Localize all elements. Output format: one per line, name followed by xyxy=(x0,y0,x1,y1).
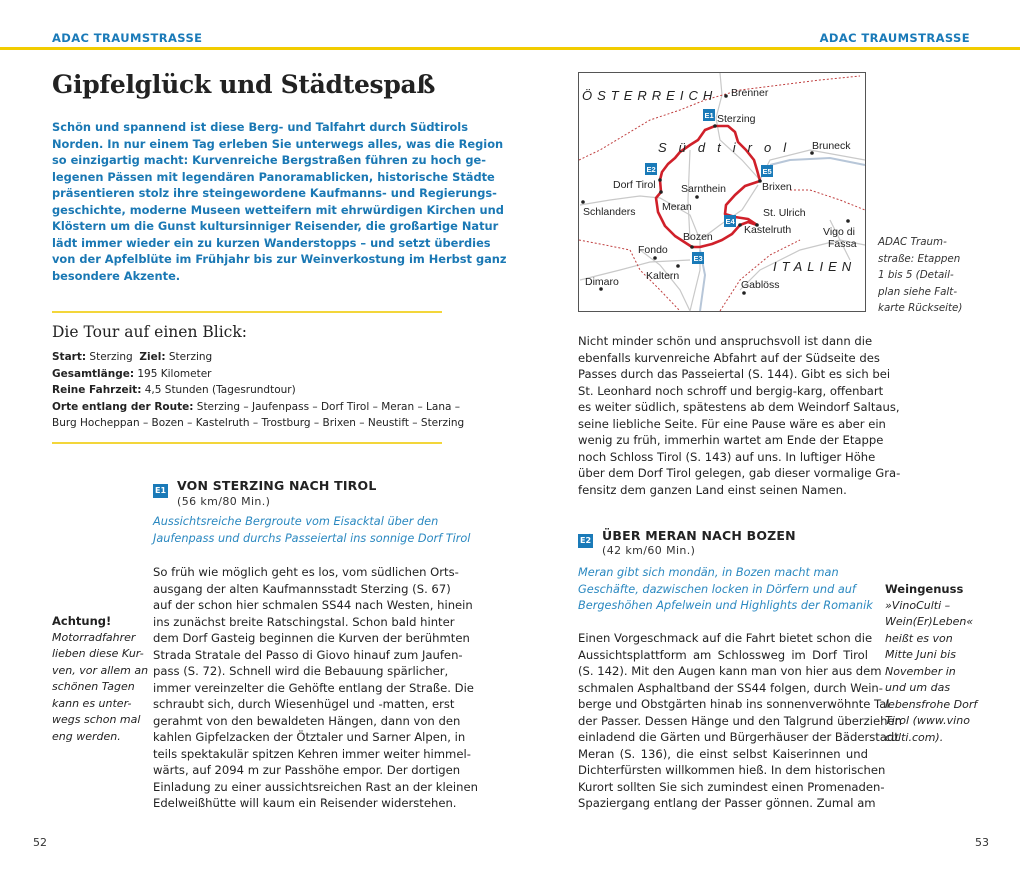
text-line: Motorradfahrer xyxy=(52,630,136,644)
text-line: So früh wie möglich geht es los, vom südlichen Orts- xyxy=(153,565,459,579)
header-rule xyxy=(0,47,1020,50)
places-value: Sterzing – Jaufenpass – Dorf Tirol – Meran – Lana – xyxy=(193,400,461,413)
body-text-e1-cont xyxy=(578,333,901,498)
text-line: teils spektakulär spitzen Kehren immer weiter himmel- xyxy=(153,746,471,761)
text-line: seine liebliche Seite. Für eine Pause wäre es aber ein xyxy=(578,416,886,431)
text-line: noch Schloss Tirol (S. 143) auf uns. In luftiger Höhe xyxy=(578,449,876,464)
text-line: ausgang der alten Kaufmannsstadt Sterzing (S. 67) xyxy=(153,581,451,596)
section-heading-e1: VON STERZING NACH TIROL xyxy=(177,478,377,493)
length-value: 195 Kilometer xyxy=(134,367,212,380)
text-line: besondere Akzente. xyxy=(52,268,181,283)
text-line: lieben diese Kur- xyxy=(52,647,144,660)
label-suedtirol: Südtirol xyxy=(658,140,799,155)
text-line: immer vereinzelter die Gehöfte entlang der Straße. Die xyxy=(153,680,474,695)
length-label: Gesamtlänge: xyxy=(52,367,135,380)
text-line: pass (S. 72). Schnell wird die Bebauung spärlicher, xyxy=(153,664,449,678)
text-line: Aussichtsplattform am Schlossweg im Dorf Tirol xyxy=(578,647,868,662)
label-gabloess: Gablöss xyxy=(741,279,780,291)
places-label: Orte entlang der Route: xyxy=(52,400,194,413)
label-oesterreich: ÖSTERREICH xyxy=(582,88,718,103)
svg-text:E3: E3 xyxy=(693,254,703,263)
text-line: es weiter südlich, spätestens ab dem Weindorf Saltaus, xyxy=(578,400,900,414)
time-value: 4,5 Stunden (Tagesrundtour) xyxy=(141,384,296,396)
label-sarnthein: Sarnthein xyxy=(681,183,726,195)
label-dorf-tirol: Dorf Tirol xyxy=(613,179,656,191)
tour-summary xyxy=(52,349,465,432)
text-line: Einladung zu einer aussichtsreichen Rast an der kleinen xyxy=(153,779,478,794)
ziel-label: Ziel: xyxy=(139,351,166,363)
route-map xyxy=(578,72,866,312)
margin-note-left xyxy=(52,613,152,745)
label-bozen: Bozen xyxy=(683,231,713,243)
text-line: wenig zu früh, immerhin wartet am Ende der Etappe xyxy=(578,433,884,447)
note-title: Achtung! xyxy=(52,614,112,628)
text-line: präsentieren stolz ihre steingewordene Kaufmanns- und Regierungs- xyxy=(52,186,497,200)
intro-paragraph xyxy=(52,119,507,284)
places-value-cont: Burg Hocheppan – Bozen – Kastelruth – Trostburg – Brixen – Neustift – Sterzing xyxy=(52,417,465,429)
running-head-left: ADAC TRAUMSTRASSE xyxy=(52,31,203,45)
text-line: einladend die Gärten und Bürgerhäuser der Bäderstadt xyxy=(578,730,899,744)
start-value: Sterzing xyxy=(86,351,140,363)
map-graphic xyxy=(579,73,865,311)
text-line: Meran gibt sich mondän, in Bozen macht man xyxy=(578,566,839,579)
text-line: karte Rückseite) xyxy=(878,302,963,314)
text-line: ven, vor allem an xyxy=(52,663,149,677)
tour-heading: Die Tour auf einen Blick: xyxy=(52,323,247,341)
text-line: Mitte Juni bis xyxy=(885,648,956,661)
page-number-left: 52 xyxy=(33,836,47,849)
label-brixen: Brixen xyxy=(762,181,792,193)
label-fondo: Fondo xyxy=(638,244,668,256)
page-title: Gipfelglück und Städtespaß xyxy=(52,70,436,99)
section-teaser-e1 xyxy=(153,514,471,547)
text-line: dem Dorf Gasteig beginnen die Kurven der berühmten xyxy=(153,631,470,645)
label-meran: Meran xyxy=(662,201,692,213)
text-line: ADAC Traum- xyxy=(878,236,947,248)
text-line: Aussichtsreiche Bergroute vom Eisacktal über den xyxy=(153,515,439,528)
text-line: kahlen Gipfelzacken der Ötztaler und Sarner Alpen, in xyxy=(153,730,466,744)
running-head-right: ADAC TRAUMSTRASSE xyxy=(819,31,970,45)
text-line: Meran (S. 136), die einst selbst Kaiserinnen und xyxy=(578,746,868,761)
text-line: St. Leonhard noch schroff und bergig-karg, offenbart xyxy=(578,383,884,398)
text-line: November in xyxy=(885,664,956,678)
text-line: Schön und spannend ist diese Berg- und Talfahrt durch Südtirols xyxy=(52,120,468,134)
label-brenner: Brenner xyxy=(731,87,769,99)
text-line: Spaziergang entlang der Passer gönnen. Zumal am xyxy=(578,796,876,810)
map-caption xyxy=(878,234,962,317)
text-line: über dem Dorf Tirol gelegen, gab dieser vormalige Gra- xyxy=(578,466,901,480)
time-label: Reine Fahrzeit: xyxy=(52,384,142,396)
label-dimaro: Dimaro xyxy=(585,276,619,288)
text-line: und um das xyxy=(885,681,951,694)
section-distance-e1: (56 km/80 Min.) xyxy=(177,495,271,508)
text-line: lädt immer wieder ein zu kurzen Wanderstopps – und setzt überdies xyxy=(52,235,491,250)
text-line: geschichte, moderne Museen wetteifern mit ehrwürdigen Kirchen und xyxy=(52,202,504,217)
margin-note-right xyxy=(885,581,985,746)
stage-badge-e1: E1 xyxy=(153,478,168,498)
text-line: Tirol (www.vino xyxy=(885,714,970,727)
note-text xyxy=(52,630,152,746)
text-line: heißt es von xyxy=(885,631,953,645)
note-text xyxy=(885,598,985,747)
text-line: Einen Vorgeschmack auf die Fahrt bietet schon die xyxy=(578,631,873,645)
svg-text:E5: E5 xyxy=(762,167,772,176)
text-line: berge und Obstgärten hinab ins sonnenverwöhnte Tal xyxy=(578,697,890,711)
label-fassa: Fassa xyxy=(828,238,857,250)
text-line: Nicht minder schön und anspruchsvoll ist dann die xyxy=(578,334,873,348)
text-line: Wein(Er)Leben« xyxy=(885,615,974,628)
text-line: lebensfrohe Dorf xyxy=(885,697,978,711)
stage-badge-e2: E2 xyxy=(578,528,593,548)
section-heading-e2: ÜBER MERAN NACH BOZEN xyxy=(602,528,796,543)
text-line: plan siehe Falt- xyxy=(878,285,958,298)
text-line: (S. 142). Mit den Augen kann man von hier aus dem xyxy=(578,664,882,678)
label-schlanders: Schlanders xyxy=(583,206,636,218)
text-line: Klöstern um die Gunst kultursinniger Reisender, die großartige Natur xyxy=(52,219,499,233)
text-line: 1 bis 5 (Detail- xyxy=(878,269,954,281)
text-line: wärts, auf 2094 m zur Passhöhe empor. Der dortigen xyxy=(153,763,461,777)
page-number-right: 53 xyxy=(975,836,989,849)
label-italien: ITALIEN xyxy=(773,259,857,274)
text-line: Geschäfte, dazwischen locken in Dörfern und auf xyxy=(578,582,856,596)
divider xyxy=(52,311,442,313)
label-bruneck: Bruneck xyxy=(812,140,851,152)
text-line: Strada Stratale del Passo di Giovo hinauf zum Jaufen- xyxy=(153,647,463,662)
section-teaser-e2 xyxy=(578,565,878,615)
text-line: auf der schon hier schmalen SS44 nach Westen, hinein xyxy=(153,598,473,612)
text-line: ebenfalls kurvenreiche Abfahrt auf der Südseite des xyxy=(578,350,880,365)
divider xyxy=(52,442,442,444)
text-line: legenen Pässen mit legendären Panoramablicken, historische Städte xyxy=(52,169,495,184)
svg-text:E2: E2 xyxy=(646,165,656,174)
text-line: so einzigartig macht: Kurvenreiche Bergstraßen führen zu hoch ge- xyxy=(52,153,486,167)
svg-text:E4: E4 xyxy=(725,217,735,226)
text-line: schraubt sich, durch Wiesenhügel und -matten, erst xyxy=(153,697,455,711)
text-line: fensitz dem ganzen Land einst seinen Namen. xyxy=(578,482,847,497)
text-line: der Passer. Dessen Hänge und den Talgrund überziehen xyxy=(578,713,902,728)
start-label: Start: xyxy=(52,351,87,363)
text-line: schönen Tagen xyxy=(52,680,135,693)
text-line: eng werden. xyxy=(52,729,121,743)
text-line: Kurort sollten Sie sich zumindest einen Promenaden- xyxy=(578,779,885,794)
label-vigo: Vigo di xyxy=(823,226,855,238)
text-line: schmalen Asphaltband der SS44 folgen, durch Wein- xyxy=(578,680,883,695)
label-st-ulrich: St. Ulrich xyxy=(763,207,806,219)
section-distance-e2: (42 km/60 Min.) xyxy=(602,544,696,557)
label-sterzing: Sterzing xyxy=(717,113,756,125)
text-line: ins zunächst breite Ratschingstal. Schon bald hinter xyxy=(153,614,455,629)
text-line: culti.com). xyxy=(885,730,944,744)
text-line: wegs schon mal xyxy=(52,713,141,726)
text-line: Norden. In nur einem Tag erleben Sie unterwegs alles, was die Region xyxy=(52,136,504,151)
text-line: Passes durch das Passeiertal (S. 144). Gibt es sich bei xyxy=(578,367,891,381)
text-line: Dichterfürsten willkommen hieß. In dem historischen xyxy=(578,763,886,777)
body-text-e1 xyxy=(153,564,478,812)
text-line: Bergeshöhen Apfelwein und Highlights der Romanik xyxy=(578,599,873,612)
ziel-value: Sterzing xyxy=(165,351,213,363)
svg-text:E1: E1 xyxy=(704,111,714,120)
text-line: von der Apfelblüte im Frühjahr bis zur Weinverkostung im Herbst ganz xyxy=(52,252,507,266)
text-line: Jaufenpass und durchs Passeiertal ins sonnige Dorf Tirol xyxy=(153,531,471,545)
body-text-e2 xyxy=(578,630,902,812)
text-line: kann es unter- xyxy=(52,696,132,710)
text-line: gerahmt von den bewaldeten Hängen, dann von den xyxy=(153,713,461,728)
note-title: Weingenuss xyxy=(885,582,964,596)
label-kaltern: Kaltern xyxy=(646,270,680,282)
text-line: straße: Etappen xyxy=(878,252,961,265)
label-kastelruth: Kastelruth xyxy=(744,224,792,236)
text-line: Edelweißhütte will kaum ein Reisender widerstehen. xyxy=(153,796,457,810)
text-line: »VinoCulti – xyxy=(885,598,951,612)
